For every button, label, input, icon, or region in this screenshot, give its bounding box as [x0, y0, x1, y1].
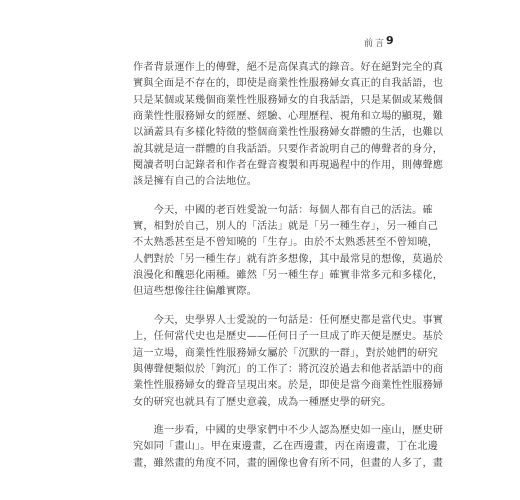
text-line: 商業性性服務婦女的經歷、經驗、心理歷程、視角和立場的顯現，難 — [133, 111, 444, 123]
body-text — [133, 60, 444, 484]
text-line: 閱讀者明白記錄者和作者在聲音複製和再現過程中的作用，則傳聲應 — [133, 160, 444, 172]
text-line: 浪漫化和醜惡化兩種。雖然「另一種生存」確實非常多元和多樣化， — [133, 270, 444, 282]
text-line: 只是某個或某幾個商業性性服務婦女的自我話語，只是某個或某幾個 — [133, 94, 444, 106]
text-line: 實，相對於自己，別人的「活法」就是「另一種生存」，另一種自己 — [133, 221, 439, 233]
text-line: 實與全面是不存在的，即使是商業性性服務婦女真正的自我話語，也 — [133, 78, 444, 90]
page-number: 9 — [386, 34, 394, 47]
text-line: 業性性服務婦女的聲音呈現出來。於是，即使是當今商業性性服務婦 — [133, 380, 444, 392]
text-line: 這一立場，商業性性服務婦女屬於「沉默的一群」，對於她們的研究 — [133, 347, 439, 359]
paragraph — [133, 60, 444, 191]
text-line: 人們對於「另一種生存」就有許多想像，其中最常見的想像，莫過於 — [133, 253, 444, 265]
text-line: 以涵蓋具有多樣化特徵的整個商業性性服務婦女群體的生活，也難以 — [133, 127, 444, 139]
text-line: 進一步看，中國的史學家們中不少人認為歷史如一座山，歷史研 — [133, 424, 444, 436]
text-line: 畫，雖然畫的角度不同，畫的圖像也會有所不同，但畫的人多了，畫 — [133, 457, 444, 469]
text-line: 今天，史學界人士愛說的一句話是：任何歷史都是當代史。事實 — [133, 314, 444, 326]
paragraph — [133, 313, 444, 411]
running-head-section-title: 前言 — [364, 39, 387, 49]
text-line: 但這些想像往往偏離實際。 — [133, 286, 258, 298]
paragraph — [133, 203, 444, 301]
text-line: 該是擁有自己的合法地位。 — [133, 176, 258, 188]
text-line: 今天，中國的老百姓愛說一句話：每個人都有自己的活法。確 — [133, 204, 433, 216]
text-line: 女的研究也就具有了歷史意義，成為一種歷史學的研究。 — [133, 396, 392, 408]
text-line: 說其就是這一群體的自我話語。只要作者說明自己的傳聲者的身分， — [133, 143, 444, 155]
text-line: 與傳聲便類似於「鉤沉」的工作了：將沉沒於過去和他者話語中的商 — [133, 363, 444, 375]
text-line: 作者背景運作上的傳聲，絕不是高保真式的錄音。好在絕對完全的真 — [133, 62, 444, 73]
page-header — [0, 36, 520, 52]
text-line: 不太熟悉甚至是不曾知曉的「生存」。由於不太熟悉甚至不曾知曉， — [133, 237, 439, 249]
text-line: 究如同「畫山」。甲在東邊畫，乙在西邊畫，丙在南邊畫，丁在北邊 — [133, 441, 439, 453]
paragraph — [133, 423, 444, 472]
text-line: 上，任何當代史也是歷史——任何日子一旦成了昨天便是歷史。基於 — [133, 331, 444, 343]
